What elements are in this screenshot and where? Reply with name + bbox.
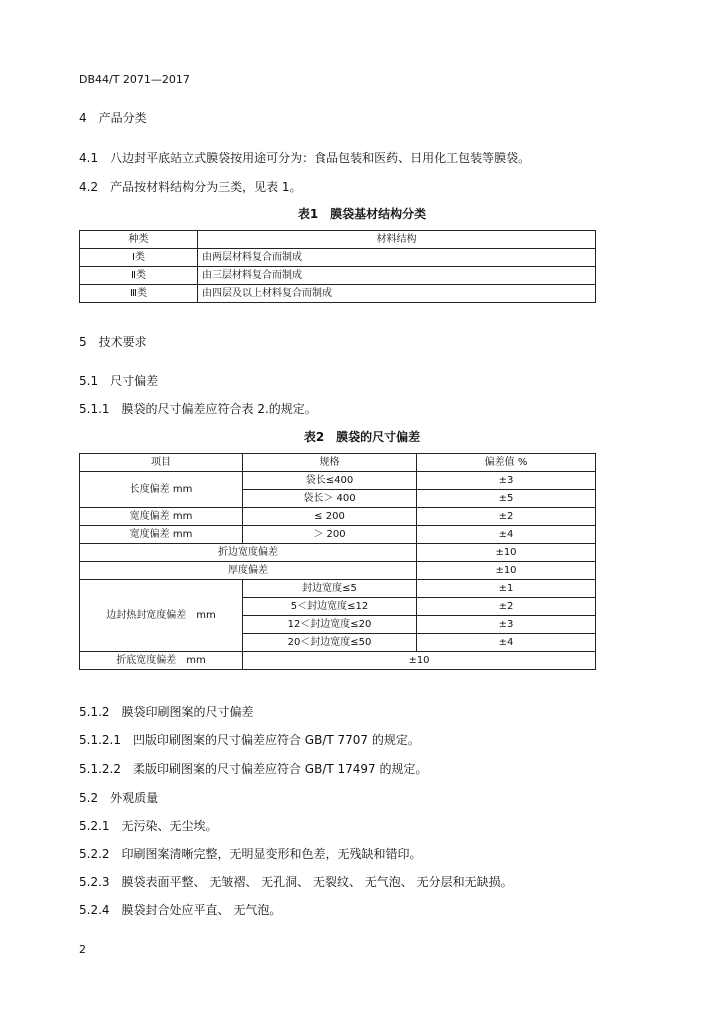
table-row: [80, 285, 596, 303]
table-header-cell: 项目: [80, 454, 243, 472]
table-row: [80, 580, 596, 598]
table-cell: 长度偏差 mm: [80, 472, 243, 508]
table1-caption: 表1 膜袋基材结构分类: [297, 207, 427, 221]
table-cell: ±3: [417, 616, 596, 634]
para-5-2-3: 5.2.3 膜袋表面平整、 无皱褶、 无孔洞、 无裂纹、 无气泡、 无分层和无缺损。: [79, 875, 513, 889]
table-row: [80, 267, 596, 285]
para-4-2: 4.2 产品按材料结构分为三类，见表 1。: [79, 180, 302, 194]
table-row: [80, 249, 596, 267]
table1: [79, 230, 596, 303]
page-number: 2: [79, 943, 86, 956]
para-4-1: 4.1 八边封平底站立式膜袋按用途可分为：食品包装和医药、日用化工包装等膜袋。: [79, 151, 531, 165]
table2: [79, 453, 596, 670]
para-5-2-2: 5.2.2 印刷图案清晰完整，无明显变形和色差，无残缺和错印。: [79, 847, 422, 861]
para-5-1-2-1: 5.1.2.1 凹版印刷图案的尺寸偏差应符合 GB/T 7707 的规定。: [79, 733, 420, 747]
table-row: [80, 526, 596, 544]
section-4-title: 4 产品分类: [79, 111, 147, 125]
table-cell: ≤ 200: [243, 508, 417, 526]
table-cell: Ⅰ类: [80, 249, 198, 267]
table-cell: 12＜封边宽度≤20: [243, 616, 417, 634]
table-cell: ±2: [417, 508, 596, 526]
table-row: [80, 231, 596, 249]
para-5-1-1: 5.1.1 膜袋的尺寸偏差应符合表 2.的规定。: [79, 402, 317, 416]
table-cell: ±10: [417, 562, 596, 580]
table-cell: 袋长＞ 400: [243, 490, 417, 508]
table-header-cell: 材料结构: [198, 231, 596, 249]
table-cell: ±5: [417, 490, 596, 508]
table-cell: ±10: [243, 652, 596, 670]
table-cell: ±10: [417, 544, 596, 562]
table-cell: 宽度偏差 mm: [80, 526, 243, 544]
para-5-2-1: 5.2.1 无污染、无尘埃。: [79, 819, 218, 833]
table-cell: 由三层材料复合而制成: [198, 267, 596, 285]
section-5-2-title: 5.2 外观质量: [79, 791, 159, 805]
table-cell: 宽度偏差 mm: [80, 508, 243, 526]
table-cell: 厚度偏差: [80, 562, 417, 580]
table-cell: Ⅲ类: [80, 285, 198, 303]
section-5-1-2-title: 5.1.2 膜袋印刷图案的尺寸偏差: [79, 705, 254, 719]
table-cell: Ⅱ类: [80, 267, 198, 285]
table-header-cell: 种类: [80, 231, 198, 249]
table-cell: ±4: [417, 634, 596, 652]
table-row: [80, 508, 596, 526]
para-5-1-2-2: 5.1.2.2 柔版印刷图案的尺寸偏差应符合 GB/T 17497 的规定。: [79, 762, 428, 776]
table-cell: ±3: [417, 472, 596, 490]
table-row: [80, 544, 596, 562]
table-cell: 折边宽度偏差: [80, 544, 417, 562]
table-cell: 边封热封宽度偏差 mm: [80, 580, 243, 652]
table-row: [80, 562, 596, 580]
table-header-cell: 偏差值 %: [417, 454, 596, 472]
table-cell: 由两层材料复合而制成: [198, 249, 596, 267]
table-cell: 封边宽度≤5: [243, 580, 417, 598]
table2-caption: 表2 膜袋的尺寸偏差: [303, 430, 421, 444]
table-cell: ±4: [417, 526, 596, 544]
table-cell: 折底宽度偏差 mm: [80, 652, 243, 670]
table-row: [80, 454, 596, 472]
section-5-1-title: 5.1 尺寸偏差: [79, 374, 159, 388]
document-header: DB44/T 2071—2017: [79, 73, 190, 86]
table-cell: 5＜封边宽度≤12: [243, 598, 417, 616]
table-cell: ±2: [417, 598, 596, 616]
table-header-cell: 规格: [243, 454, 417, 472]
section-5-title: 5 技术要求: [79, 335, 147, 349]
table-cell: 袋长≤400: [243, 472, 417, 490]
table-cell: ±1: [417, 580, 596, 598]
table-row: [80, 652, 596, 670]
table-row: [80, 472, 596, 490]
table-cell: ＞ 200: [243, 526, 417, 544]
table-cell: 由四层及以上材料复合而制成: [198, 285, 596, 303]
table-cell: 20＜封边宽度≤50: [243, 634, 417, 652]
para-5-2-4: 5.2.4 膜袋封合处应平直、 无气泡。: [79, 903, 282, 917]
